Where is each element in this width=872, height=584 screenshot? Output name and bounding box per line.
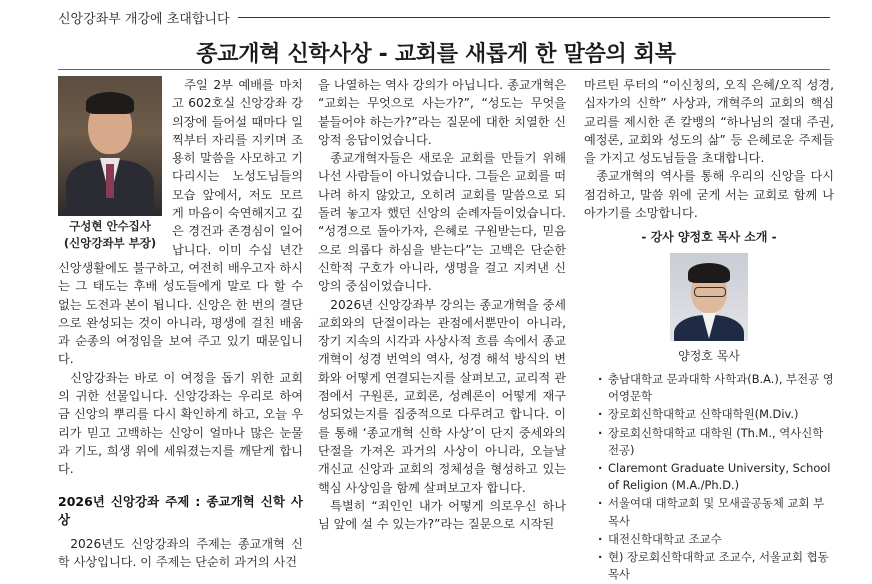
cv-item: · 현) 장로회신학대학교 조교수, 서울교회 협동목사 <box>608 549 834 583</box>
section-label: 신앙강좌부 개강에 초대합니다 <box>58 8 238 27</box>
cv-item: · 장로회신학대학교 신학대학원(M.Div.) <box>608 406 834 423</box>
col2-paragraph-1: 을 나열하는 역사 강의가 아닙니다. 종교개혁은 “교회는 무엇으로 사는가?”, “성도는 무엇을 붙들어야 하는가?”라는 질문에 대한 치열한 신앙적 응답이었습니다. <box>318 78 566 147</box>
article-column-1 <box>58 76 303 572</box>
article-column-3 <box>584 76 834 584</box>
author-name: 구성현 안수집사 <box>69 219 151 233</box>
lecturer-photo <box>670 253 748 341</box>
col2-paragraph-2: 종교개혁자들은 새로운 교회를 만들기 위해 나선 사람들이 아니었습니다. 그들은 교회를 떠나려 하지 않았고, 오히려 교회를 말씀으로 되돌려 놓고자 했던 신앙의 순례자들이었습니다. “성경으로 돌아가자, 은혜로 구원받는다, 믿음으로 의롭다 하심을 받는다”는 고백은 단순한 신학적 구호가 아니라, 생명을 걸고 지켜낸 신앙의 중심이었습니다. <box>318 151 566 294</box>
col1-paragraph-1: 주일 2부 예배를 마치고 602호실 신앙강좌 강의장에 들어설 때마다 일찍부터 자리를 지키며 조용히 말씀을 사모하고 기다리시는 노성도님들의 모습 앞에서, 저도 모르게 마음이 숙연해지고 깊은 경건과 존경심이 일어납니다. 이미 수십 년간 신앙생활에도 불구하고, 여전히 배우고자 하시는 그 태도는 후배 성도들에게 말로 다 할 수 없는 도전과 본이 됩니다. 신앙은 한 번의 결단으로 완성되는 것이 아니라, 평생에 걸친 배움과 순종의 여정임을 보여 주고 있기 때문입니다. <box>58 78 303 367</box>
cv-item: · 충남대학교 문과대학 사학과(B.A.), 부전공 영어영문학 <box>608 371 834 405</box>
col1-paragraph-2: 신앙강좌는 바로 이 여정을 돕기 위한 교회의 귀한 선물입니다. 신앙강좌는 우리로 하여금 신앙의 뿌리를 다시 확인하게 하고, 오늘 우리가 믿고 고백하는 신앙이 얼마나 많은 눈물과 기도, 희생 위에 세워졌는지를 깨닫게 합니다. <box>58 370 303 477</box>
col3-paragraph-2: 종교개혁의 역사를 통해 우리의 신앙을 다시 점검하고, 말씀 위에 굳게 서는 교회로 함께 나아가기를 소망합니다. <box>584 169 834 221</box>
cv-item: · 서울여대 대학교회 및 모새골공동체 교회 부목사 <box>608 495 834 529</box>
author-role: (신앙강좌부 부장) <box>63 236 157 250</box>
author-photo <box>58 76 162 216</box>
lecturer-intro-heading: - 강사 양정호 목사 소개 - <box>641 230 777 245</box>
col2-paragraph-4: 특별히 “죄인인 내가 어떻게 의로우신 하나님 앞에 설 수 있는가?”라는 질문으로 시작된 <box>318 498 566 532</box>
cv-item: · Claremont Graduate University, School of Religion (M.A./Ph.D.) <box>608 460 834 494</box>
cv-item: · 장로회신학대학교 대학원 (Th.M., 역사신학전공) <box>608 425 834 459</box>
lecturer-cv-list <box>584 371 834 583</box>
lecturer-name: 양정호 목사 <box>678 348 740 363</box>
col2-paragraph-3: 2026년 신앙강좌부 강의는 종교개혁을 중세 교회와의 단절이라는 관점에서뿐만이 아니라, 장기 지속의 시각과 사상사적 흐름 속에서 종교개혁이 성경 번역의 역사, 성경 해석 방식의 변화와 어떻게 연결되는지를 살펴보고, 교리적 관점에서 구원론, 교회론, 성례론이 어떻게 재구성되었는지를 집중적으로 다루려고 합니다. 이를 통해 ‘종교개혁 신학 사상’이 단지 중세와의 단절을 가져온 과거의 사상이 아니라, 오늘날 개신교 신앙과 교회의 정체성을 형성하고 있는 핵심 사상임을 함께 살펴보고자 합니다. <box>318 297 566 495</box>
article-column-2 <box>318 76 566 533</box>
article-headline: 종교개혁 신학사상 - 교회를 새롭게 한 말씀의 회복 <box>196 42 676 67</box>
theme-subheading: 2026년 신앙강좌 주제 : 종교개혁 신학 사상 <box>58 493 303 527</box>
author-caption <box>58 218 162 252</box>
headline-divider <box>58 69 830 70</box>
col1-paragraph-3: 2026년도 신앙강좌의 주제는 종교개혁 신학 사상입니다. 이 주제는 단순히 과거의 사건 <box>58 537 303 570</box>
col3-paragraph-1: 마르틴 루터의 “이신칭의, 오직 은혜/오직 성경, 십자가의 신학” 사상과, 개혁주의 교회의 핵심 교리를 제시한 존 칼뱅의 “하나님의 절대 주권, 예정론, 교회와 성도의 삶” 등 은혜로운 주제들을 가지고 성도님들을 초대합니다. <box>584 78 834 166</box>
cv-item: · 대전신학대학교 조교수 <box>608 531 834 548</box>
